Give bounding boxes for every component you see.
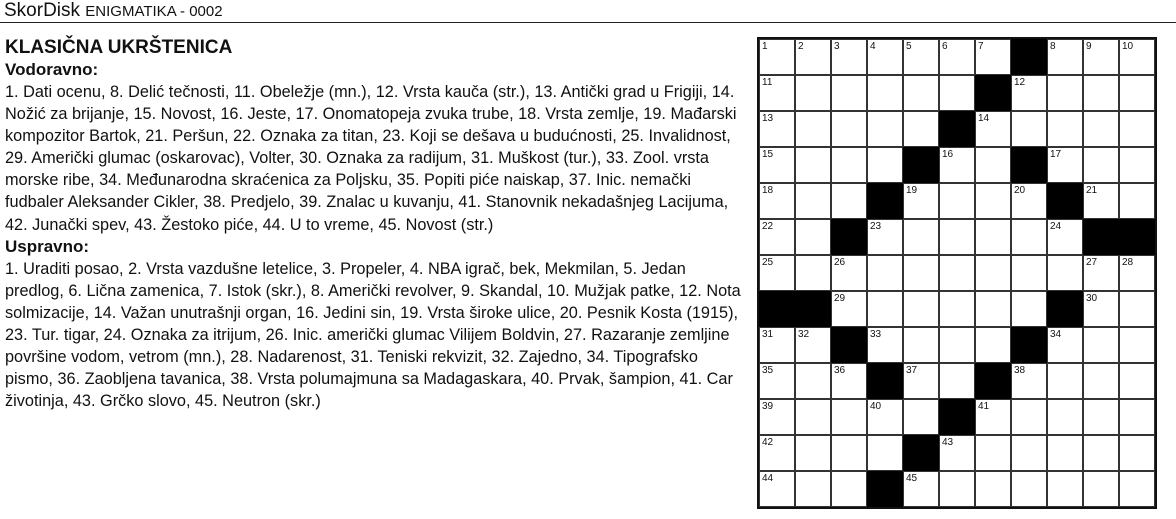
grid-cell[interactable]	[795, 435, 831, 471]
grid-cell-black	[939, 399, 975, 435]
grid-cell[interactable]	[1119, 39, 1155, 75]
grid-cell[interactable]	[1119, 147, 1155, 183]
grid-cell[interactable]	[759, 255, 795, 291]
grid-cell[interactable]	[1011, 75, 1047, 111]
grid-cell[interactable]	[975, 219, 1011, 255]
brand-name: SkorDisk	[4, 0, 81, 21]
grid-cell[interactable]	[831, 111, 867, 147]
grid-cell[interactable]	[939, 183, 975, 219]
grid-cell[interactable]	[1119, 399, 1155, 435]
grid-cell[interactable]	[867, 291, 903, 327]
grid-cell[interactable]	[1047, 255, 1083, 291]
grid-cell[interactable]	[903, 75, 939, 111]
grid-cell[interactable]	[975, 471, 1011, 507]
grid-cell[interactable]	[1083, 183, 1119, 219]
grid-cell[interactable]	[903, 111, 939, 147]
cell-number: 11	[762, 77, 773, 88]
grid-cell-black	[903, 147, 939, 183]
grid-cell[interactable]	[1119, 291, 1155, 327]
grid-cell[interactable]	[867, 75, 903, 111]
cell-number: 6	[942, 41, 948, 52]
grid-cell[interactable]	[1011, 471, 1047, 507]
cell-number: 28	[1122, 257, 1134, 268]
cell-number: 10	[1122, 41, 1134, 52]
cell-number: 9	[1086, 41, 1092, 52]
cell-number: 44	[762, 473, 774, 484]
puzzle-title: KLASIČNA UKRŠTENICA	[5, 37, 233, 58]
grid-cell[interactable]	[1047, 147, 1083, 183]
grid-cell-black	[867, 471, 903, 507]
grid-cell[interactable]	[903, 363, 939, 399]
grid-cell[interactable]	[867, 399, 903, 435]
grid-cell[interactable]	[831, 75, 867, 111]
cell-number: 22	[762, 221, 774, 232]
cell-number: 20	[1014, 185, 1026, 196]
grid-cell[interactable]	[939, 327, 975, 363]
grid-cell[interactable]	[759, 111, 795, 147]
cell-number: 21	[1086, 185, 1098, 196]
grid-cell[interactable]	[975, 183, 1011, 219]
cell-number: 23	[870, 221, 882, 232]
grid-cell[interactable]	[1083, 435, 1119, 471]
cell-number: 14	[978, 113, 990, 124]
grid-cell[interactable]	[1119, 111, 1155, 147]
grid-cell[interactable]	[1083, 399, 1119, 435]
grid-cell-black	[867, 363, 903, 399]
grid-cell[interactable]	[1083, 363, 1119, 399]
grid-cell-black	[903, 435, 939, 471]
grid-cell-black	[1011, 147, 1047, 183]
grid-cell[interactable]	[831, 399, 867, 435]
grid-cell[interactable]	[903, 255, 939, 291]
grid-cell[interactable]	[975, 111, 1011, 147]
cell-number: 36	[834, 365, 846, 376]
grid-cell[interactable]	[1011, 435, 1047, 471]
grid-cell[interactable]	[759, 435, 795, 471]
cell-number: 30	[1086, 293, 1098, 304]
grid-cell[interactable]	[795, 75, 831, 111]
cell-number: 35	[762, 365, 774, 376]
grid-cell[interactable]	[1047, 363, 1083, 399]
cell-number: 3	[834, 41, 840, 52]
grid-cell[interactable]	[1011, 255, 1047, 291]
grid-cell[interactable]	[939, 219, 975, 255]
grid-cell[interactable]	[1119, 75, 1155, 111]
grid-cell-black	[831, 219, 867, 255]
cell-number: 4	[870, 41, 876, 52]
grid-cell[interactable]	[867, 111, 903, 147]
grid-cell[interactable]	[831, 363, 867, 399]
grid-cell-black	[1047, 183, 1083, 219]
grid-cell[interactable]	[1083, 75, 1119, 111]
grid-cell-black	[1083, 219, 1119, 255]
grid-cell-black	[759, 291, 795, 327]
cell-number: 25	[762, 257, 774, 268]
grid-cell[interactable]	[867, 147, 903, 183]
grid-cell[interactable]	[1047, 327, 1083, 363]
cell-number: 39	[762, 401, 774, 412]
grid-cell[interactable]	[831, 255, 867, 291]
cell-number: 37	[906, 365, 918, 376]
cell-number: 2	[798, 41, 804, 52]
header-divider	[0, 22, 1176, 23]
grid-cell[interactable]	[1119, 183, 1155, 219]
grid-cell[interactable]	[903, 183, 939, 219]
grid-cell[interactable]	[831, 183, 867, 219]
grid-cell[interactable]	[795, 111, 831, 147]
cell-number: 16	[942, 149, 954, 160]
grid-cell-black	[975, 363, 1011, 399]
grid-cell[interactable]	[1047, 111, 1083, 147]
grid-cell[interactable]	[759, 75, 795, 111]
cell-number: 13	[762, 113, 774, 124]
grid-cell[interactable]	[975, 291, 1011, 327]
grid-cell-black	[1011, 39, 1047, 75]
brand-subtitle: ENIGMATIKA - 0002	[85, 3, 223, 20]
cell-number: 42	[762, 437, 774, 448]
grid-cell-black	[831, 327, 867, 363]
grid-cell[interactable]	[975, 39, 1011, 75]
grid-cell[interactable]	[975, 327, 1011, 363]
down-heading: Uspravno:	[5, 236, 90, 256]
cell-number: 31	[762, 329, 774, 340]
grid-cell[interactable]	[1083, 111, 1119, 147]
grid-cell[interactable]	[939, 147, 975, 183]
grid-cell[interactable]	[975, 255, 1011, 291]
grid-cell[interactable]	[795, 363, 831, 399]
cell-number: 18	[762, 185, 774, 196]
cell-number: 7	[978, 41, 984, 52]
across-heading: Vodoravno:	[5, 60, 99, 79]
grid-cell-black	[867, 183, 903, 219]
grid-cell-black	[975, 75, 1011, 111]
grid-cell[interactable]	[759, 183, 795, 219]
grid-cell[interactable]	[759, 327, 795, 363]
grid-cell[interactable]	[831, 471, 867, 507]
grid-cell[interactable]	[1083, 147, 1119, 183]
grid-cell[interactable]	[1011, 183, 1047, 219]
grid-cell[interactable]	[759, 219, 795, 255]
grid-cell[interactable]	[903, 327, 939, 363]
cell-number: 5	[906, 41, 912, 52]
grid-cell[interactable]	[867, 255, 903, 291]
grid-cell[interactable]	[1119, 363, 1155, 399]
cell-number: 43	[942, 437, 954, 448]
grid-cell-black	[1011, 327, 1047, 363]
clues-panel	[5, 37, 745, 412]
grid-cell[interactable]	[867, 327, 903, 363]
grid-cell[interactable]	[1083, 39, 1119, 75]
grid-cell[interactable]	[867, 39, 903, 75]
grid-cell[interactable]	[795, 147, 831, 183]
brand-title	[4, 0, 223, 23]
grid-cell[interactable]	[903, 39, 939, 75]
grid-cell[interactable]	[1011, 363, 1047, 399]
grid-cell[interactable]	[939, 255, 975, 291]
down-clues: 1. Uraditi posao, 2. Vrsta vazdušne letelice, 3. Propeler, 4. NBA igrač, bek, Mekmilan, 5. Jedan predlog, 6. Lična zamenica, 7. Istok (skr.), 8. Američki revolver, 9. Skandal, 10. Mužjak patke, 12. Nota solmizacije, 14. Važan unutrašnji organ, 16. Jedini sin, 19. Vrsta široke ulice, 20. Pesnik Kosta (1915), 23. Tur. tigar, 24. Oznaka za itrijum, 26. Inic. američki glumac Vilijem Boldvin, 27. Razaranje zemljine površine vodom, vetrom (mn.), 28. Nadarenost, 31. Teniski rekvizit, 32. Zajedno, 34. Tipografsko pismo, 36. Zaobljena tavanica, 38. Vrsta polumajmuna sa Madagaskara, 40. Prvak, šampion, 41. Car životinja, 43. Grčko slovo, 45. Neutron (skr.)	[5, 259, 741, 411]
grid-cell[interactable]	[795, 183, 831, 219]
grid-cell[interactable]	[759, 471, 795, 507]
grid-cell[interactable]	[831, 291, 867, 327]
cell-number: 15	[762, 149, 774, 160]
cell-number: 1	[762, 41, 768, 52]
cell-number: 34	[1050, 329, 1062, 340]
grid-cell[interactable]	[1119, 255, 1155, 291]
grid-cell[interactable]	[1119, 327, 1155, 363]
crossword-grid	[757, 37, 1157, 509]
grid-cell-black	[1119, 219, 1155, 255]
cell-number: 29	[834, 293, 846, 304]
grid-cell[interactable]	[939, 435, 975, 471]
grid-cell[interactable]	[939, 39, 975, 75]
grid-cell[interactable]	[795, 39, 831, 75]
grid-cell[interactable]	[1047, 219, 1083, 255]
cell-number: 12	[1014, 77, 1026, 88]
cell-number: 8	[1050, 41, 1056, 52]
grid-cell[interactable]	[1083, 327, 1119, 363]
grid-cell-black	[939, 111, 975, 147]
grid-cell[interactable]	[903, 219, 939, 255]
grid-cell[interactable]	[795, 327, 831, 363]
grid-cell[interactable]	[759, 147, 795, 183]
grid-cell[interactable]	[759, 399, 795, 435]
grid-cell[interactable]	[867, 219, 903, 255]
grid-cell[interactable]	[939, 75, 975, 111]
cell-number: 33	[870, 329, 882, 340]
grid-cell[interactable]	[1011, 219, 1047, 255]
grid-cell[interactable]	[831, 39, 867, 75]
grid-cell[interactable]	[903, 399, 939, 435]
grid-cell[interactable]	[903, 471, 939, 507]
grid-cell[interactable]	[1047, 75, 1083, 111]
grid-cell[interactable]	[1011, 291, 1047, 327]
grid-cell[interactable]	[1011, 111, 1047, 147]
cell-number: 19	[906, 185, 918, 196]
grid-cell[interactable]	[939, 291, 975, 327]
cell-number: 26	[834, 257, 846, 268]
grid-cell[interactable]	[939, 471, 975, 507]
grid-cell[interactable]	[1083, 255, 1119, 291]
grid-cell[interactable]	[1119, 471, 1155, 507]
grid-cell[interactable]	[1047, 471, 1083, 507]
grid-cell[interactable]	[795, 255, 831, 291]
cell-number: 24	[1050, 221, 1062, 232]
page-header	[0, 0, 1176, 22]
cell-number: 38	[1014, 365, 1026, 376]
grid-cell-black	[795, 291, 831, 327]
grid-cell[interactable]	[975, 435, 1011, 471]
grid-cell[interactable]	[1083, 471, 1119, 507]
grid-cell[interactable]	[975, 147, 1011, 183]
cell-number: 27	[1086, 257, 1098, 268]
cell-number: 32	[798, 329, 810, 340]
grid-cell[interactable]	[1011, 399, 1047, 435]
grid-cell[interactable]	[795, 399, 831, 435]
across-clues: 1. Dati ocenu, 8. Delić tečnosti, 11. Obeležje (mn.), 12. Vrsta kauča (str.), 13. Antički grad u Frigiji, 14. Nožić za brijanje, 15. Novost, 16. Jeste, 17. Onomatopeja zvuka trube, 18. Vrsta zemlje, 19. Mađarski kompozitor Bartok, 21. Peršun, 22. Oznaka za titan, 23. Koji se dešava u budućnosti, 25. Invalidnost, 29. Američki glumac (oskarovac), Volter, 30. Oznaka za radijum, 31. Muškost (tur.), 33. Zool. vrsta morske ribe, 34. Međunarodna skraćenica za Poljsku, 35. Popiti piće naiskap, 37. Inic. nemački fudbaler Aleksander Cikler, 38. Predjelo, 39. Znalac u kuvanju, 41. Stanovnik nekadašnjeg Lacijuma, 42. Junački spev, 43. Žestoko piće, 44. U to vreme, 45. Novost (str.)	[5, 83, 737, 234]
cell-number: 41	[978, 401, 990, 412]
grid-cell[interactable]	[759, 363, 795, 399]
cell-number: 45	[906, 473, 918, 484]
grid-cell[interactable]	[1119, 435, 1155, 471]
grid-cell[interactable]	[795, 471, 831, 507]
grid-cell[interactable]	[1047, 435, 1083, 471]
cell-number: 17	[1050, 149, 1062, 160]
grid-cell[interactable]	[759, 39, 795, 75]
grid-cell[interactable]	[867, 435, 903, 471]
grid-cell[interactable]	[831, 435, 867, 471]
grid-cell[interactable]	[831, 147, 867, 183]
grid-cell[interactable]	[795, 219, 831, 255]
grid-cell[interactable]	[975, 399, 1011, 435]
grid-cell[interactable]	[1047, 39, 1083, 75]
grid-cell[interactable]	[903, 291, 939, 327]
cell-number: 40	[870, 401, 882, 412]
grid-cell[interactable]	[939, 363, 975, 399]
grid-cell[interactable]	[1047, 399, 1083, 435]
grid-cell[interactable]	[1083, 291, 1119, 327]
grid-cell-black	[1047, 291, 1083, 327]
